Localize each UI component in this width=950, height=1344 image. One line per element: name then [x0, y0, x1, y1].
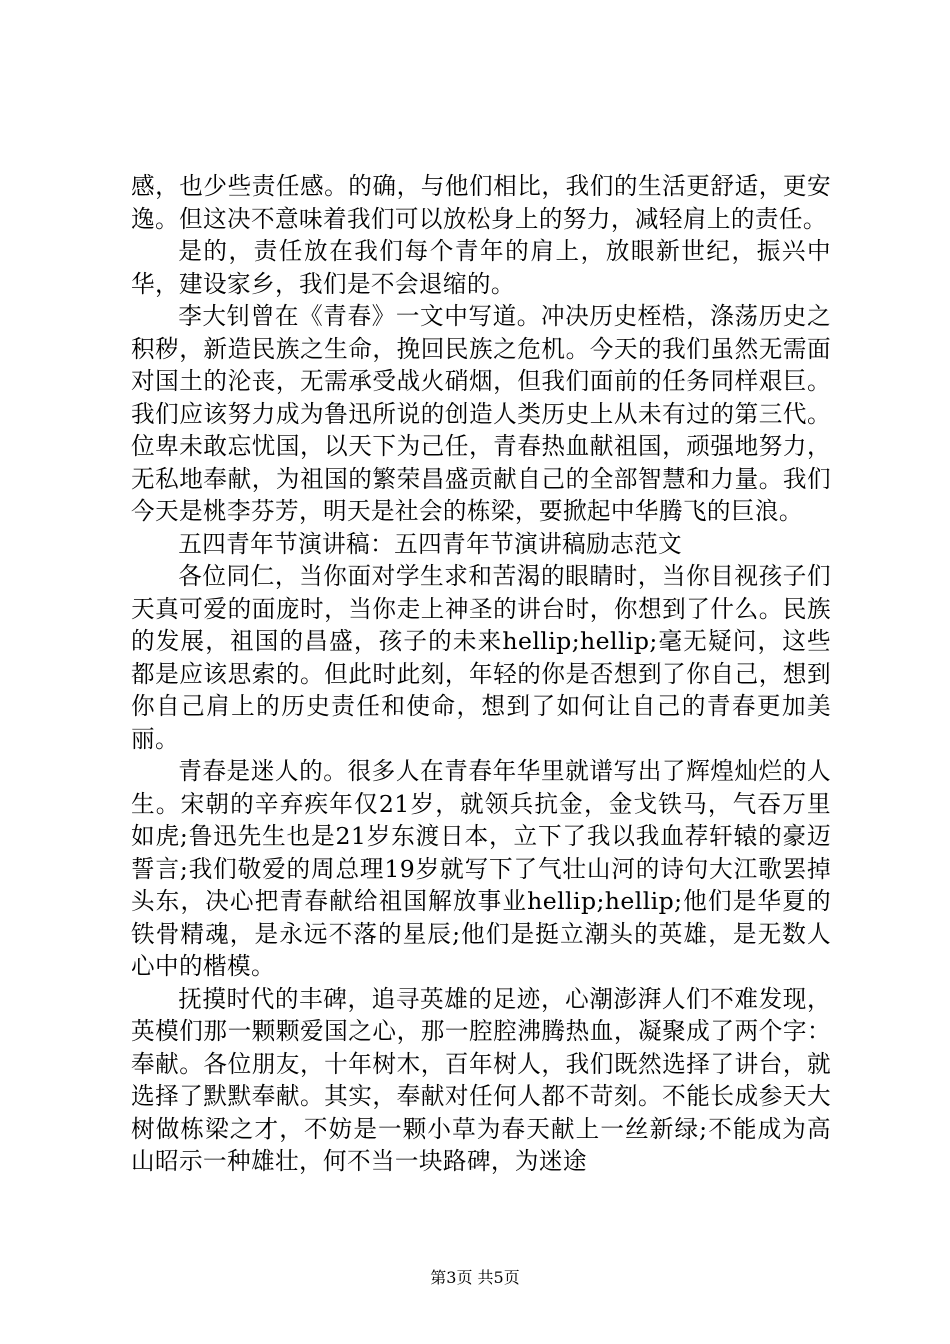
document-body: [131, 170, 831, 1178]
paragraph-continued: 感，也少些责任感。的确，与他们相比，我们的生活更舒适，更安逸。但这决不意味着我们可以放松身上的努力，减轻肩上的责任。: [131, 172, 831, 233]
page-number-footer: 第3页 共5页: [430, 1268, 520, 1287]
paragraph-colleagues: 各位同仁，当你面对学生求和苦渴的眼睛时，当你目视孩子们天真可爱的面庞时，当你走上神圣的讲台时，你想到了什么。民族的发展，祖国的昌盛，孩子的未来hellip;hellip;毫无疑问，这些都是应该思索的。但此时此刻，年轻的你是否想到了你自己，想到你自己肩上的历史责任和使命，想到了如何让自己的青春更加美丽。: [131, 562, 831, 753]
section-heading: 五四青年节演讲稿：五四青年节演讲稿励志范文: [178, 529, 683, 558]
paragraph-youth: 青春是迷人的。很多人在青春年华里就谱写出了辉煌灿烂的人生。宋朝的辛弃疾年仅21岁，就领兵抗金，金戈铁马，气吞万里如虎;鲁迅先生也是21岁东渡日本，立下了我以我血荐轩辕的豪迈誓言;我们敬爱的周总理19岁就写下了气壮山河的诗句大江歌罢掉头东，决心把青春献给祖国解放事业hellip;hellip;他们是华夏的铁骨精魂，是永远不落的星辰;他们是挺立潮头的英雄，是无数人心中的楷模。: [131, 757, 831, 980]
paragraph-dedication: 抚摸时代的丰碑，追寻英雄的足迹，心潮澎湃人们不难发现，英模们那一颗颗爱国之心，那一腔腔沸腾热血，凝聚成了两个字：奉献。各位朋友，十年树木，百年树人，我们既然选择了讲台，就选择了默默奉献。其实，奉献对任何人都不苛刻。不能长成参天大树做栋梁之才，不妨是一颗小草为春天献上一丝新绿;不能成为高山昭示一种雄壮，何不当一块路碑，为迷途: [131, 984, 831, 1175]
paragraph-li-dazhao: 李大钊曾在《青春》一文中写道。冲决历史桎梏，涤荡历史之积秽，新造民族之生命，挽回民族之危机。今天的我们虽然无需面对国土的沦丧，无需承受战火硝烟，但我们面前的任务同样艰巨。我们应该努力成为鲁迅所说的创造人类历史上从未有过的第三代。位卑未敢忘忧国，以天下为己任，青春热血献祖国，顽强地努力，无私地奉献，为祖国的繁荣昌盛贡献自己的全部智慧和力量。我们今天是桃李芬芳，明天是社会的栋梁，要掀起中华腾飞的巨浪。: [131, 302, 831, 525]
paragraph-responsibility: 是的，责任放在我们每个青年的肩上，放眼新世纪，振兴中华，建设家乡，我们是不会退缩的。: [131, 237, 831, 298]
